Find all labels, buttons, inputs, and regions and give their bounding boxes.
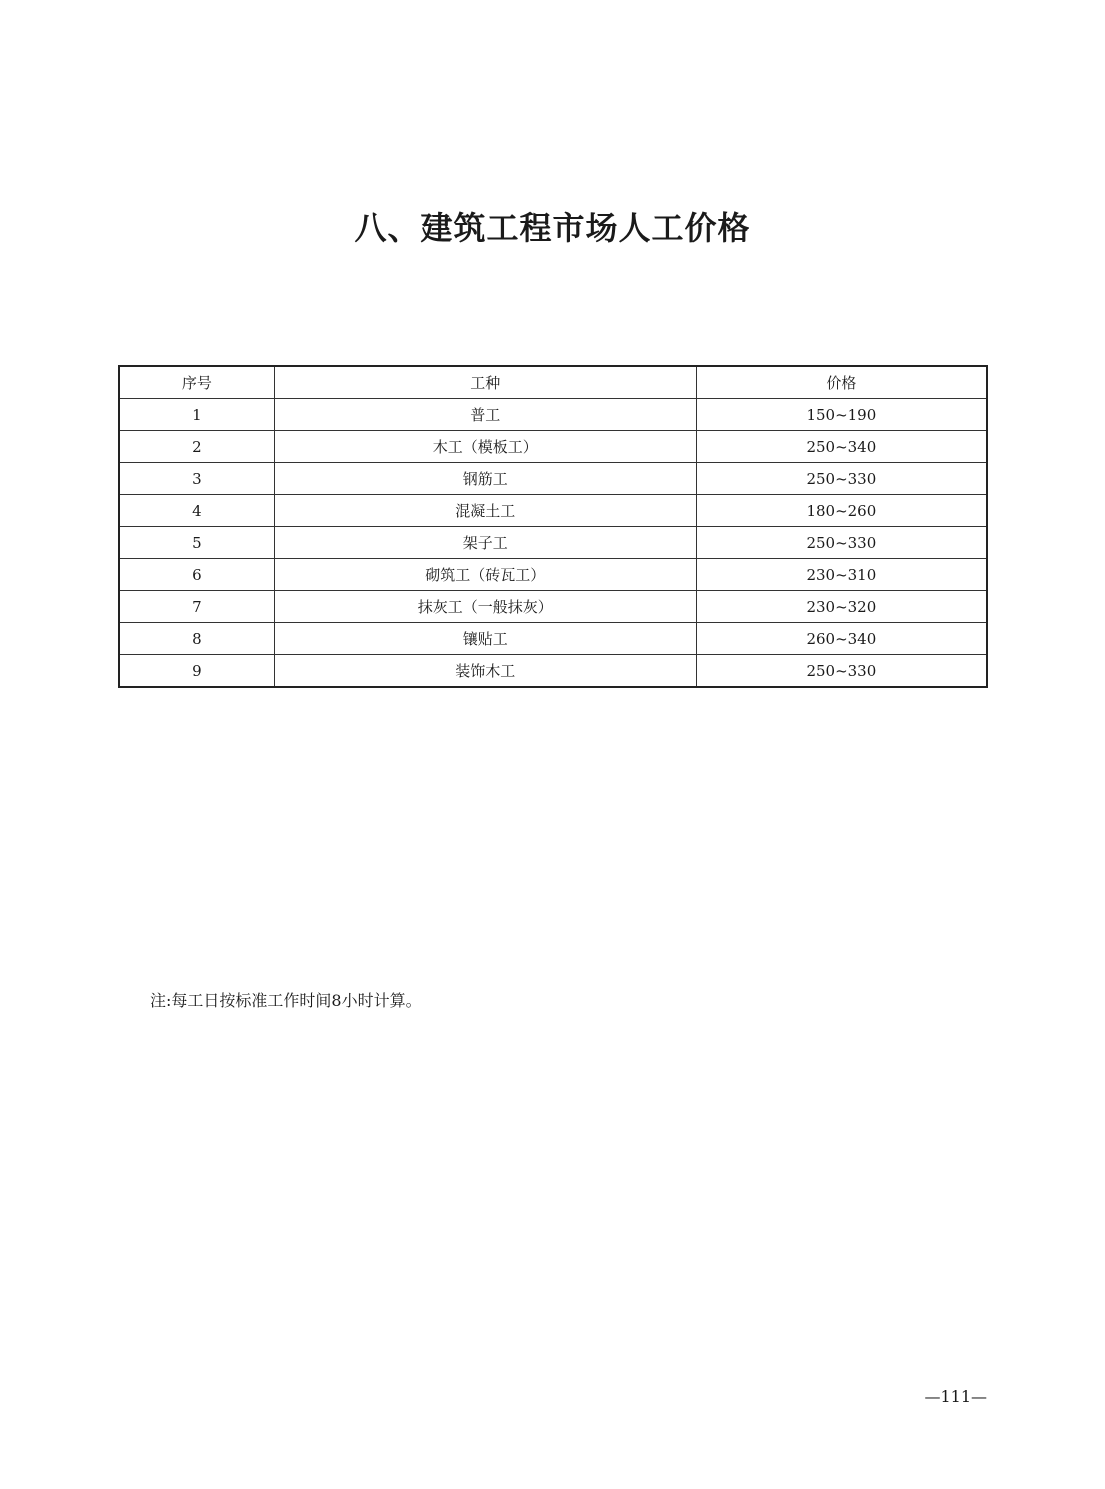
page-number: —111—: [924, 1387, 987, 1406]
table-row: [119, 463, 987, 495]
row-price: 250~340: [696, 431, 987, 463]
header-price: 价格: [696, 366, 987, 399]
row-number: 7: [119, 591, 274, 623]
row-number: 8: [119, 623, 274, 655]
table-row: [119, 527, 987, 559]
row-price: 250~330: [696, 655, 987, 688]
table-row: [119, 399, 987, 431]
row-price: 230~320: [696, 591, 987, 623]
row-work-type: 钢筋工: [274, 463, 696, 495]
row-work-type: 普工: [274, 399, 696, 431]
row-number: 5: [119, 527, 274, 559]
row-work-type: 镶贴工: [274, 623, 696, 655]
row-work-type: 抹灰工（一般抹灰）: [274, 591, 696, 623]
row-work-type: 架子工: [274, 527, 696, 559]
table-header-row: [119, 366, 987, 399]
row-price: 230~310: [696, 559, 987, 591]
table-note: 注:每工日按标准工作时间8小时计算。: [150, 991, 422, 1010]
row-number: 3: [119, 463, 274, 495]
row-price: 150~190: [696, 399, 987, 431]
table-row: [119, 495, 987, 527]
row-number: 6: [119, 559, 274, 591]
row-price: 260~340: [696, 623, 987, 655]
row-work-type: 砌筑工（砖瓦工）: [274, 559, 696, 591]
table-row: [119, 591, 987, 623]
row-work-type: 混凝土工: [274, 495, 696, 527]
table-row: [119, 623, 987, 655]
labor-price-table: [118, 365, 988, 688]
row-work-type: 装饰木工: [274, 655, 696, 688]
row-price: 250~330: [696, 527, 987, 559]
table-row: [119, 655, 987, 688]
row-price: 250~330: [696, 463, 987, 495]
row-number: 1: [119, 399, 274, 431]
row-price: 180~260: [696, 495, 987, 527]
table-row: [119, 559, 987, 591]
table-row: [119, 431, 987, 463]
page-title: 八、建筑工程市场人工价格: [354, 209, 751, 247]
row-number: 2: [119, 431, 274, 463]
header-work-type: 工种: [274, 366, 696, 399]
row-number: 9: [119, 655, 274, 688]
row-work-type: 木工（模板工）: [274, 431, 696, 463]
row-number: 4: [119, 495, 274, 527]
header-serial-number: 序号: [119, 366, 274, 399]
